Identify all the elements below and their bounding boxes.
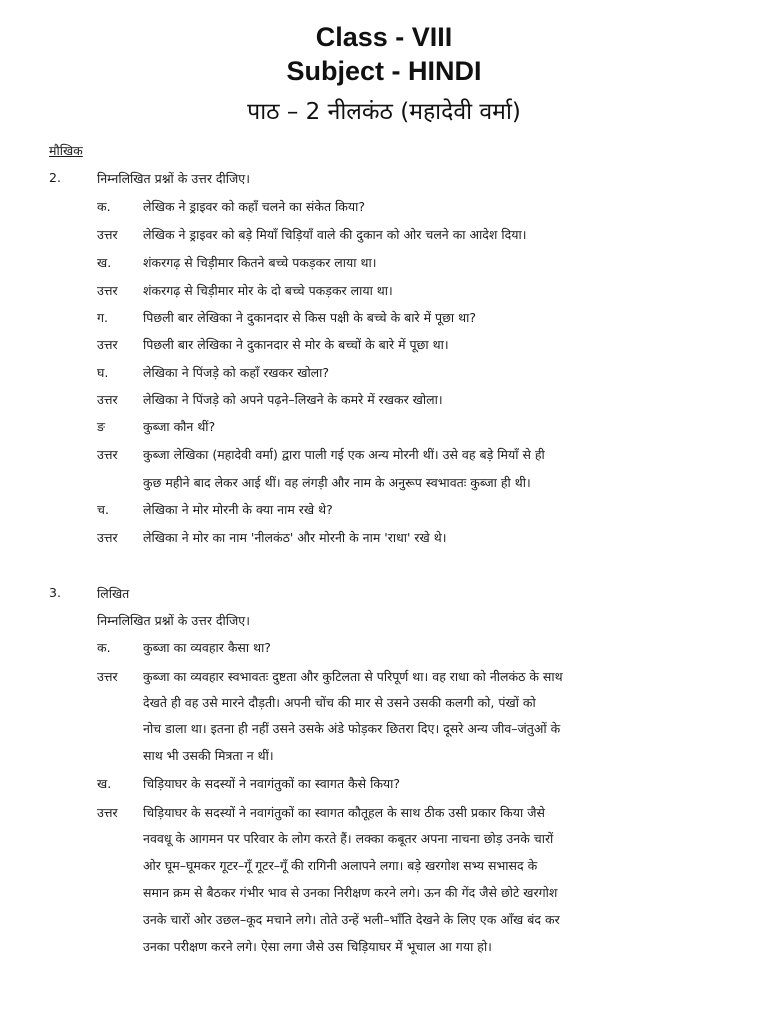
answer-text: लेखिक ने ड्राइवर को बड़े मियाँ चिड़ियाँ वाले की दुकान को ओर चलने का आदेश दिया। <box>143 227 527 242</box>
question-text: लेखिका ने पिंजड़े को कहाँ रखकर खोला? <box>143 365 330 380</box>
answer-label: उत्तर <box>97 447 118 462</box>
oral-instruction: निम्नलिखित प्रश्नों के उत्तर दीजिए। <box>97 171 250 186</box>
oral-heading: मौखिक <box>49 143 83 158</box>
lesson-title: पाठ – 2 नीलकंठ (महादेवी वर्मा) <box>247 99 521 125</box>
question-label: ख. <box>97 255 112 270</box>
question-label: च. <box>97 502 109 517</box>
answer-label: उत्तर <box>97 283 118 298</box>
question-text: पिछली बार लेखिका ने दुकानदार से किस पक्षी के बच्चे के बारे में पूछा था? <box>143 310 476 325</box>
answer-label: उत्तर <box>97 227 118 242</box>
answer-label: उत्तर <box>97 805 118 820</box>
answer-text: ओर घूम–घूमकर गूटर–गूँ गूटर–गूँ की रागिनी अलापने लगा। बड़े खरगोश सभ्य सभासद के <box>143 858 538 873</box>
answer-label: उत्तर <box>97 669 118 684</box>
answer-text: उनका परीक्षण करने लगे। ऐसा लगा जैसे उस चिड़ियाघर में भूचाल आ गया हो। <box>143 939 492 954</box>
answer-text: कुछ महीने बाद लेकर आई थीं। वह लंगड़ी और नाम के अनुरूप स्वभावतः कुब्जा ही थी। <box>143 475 531 490</box>
written-instruction: निम्नलिखित प्रश्नों के उत्तर दीजिए। <box>97 613 250 628</box>
question-label: ख. <box>97 776 112 791</box>
question-text: लेखिक ने ड्राइवर को कहाँ चलने का संकेत किया? <box>143 199 366 214</box>
oral-number: 2. <box>49 170 61 185</box>
question-text: कुब्जा का व्यवहार कैसा था? <box>143 640 271 655</box>
question-text: चिड़ियाघर के सदस्यों ने नवागंतुकों का स्वागत कैसे किया? <box>143 776 401 791</box>
class-title: Class - VIII <box>315 22 453 52</box>
question-text: शंकरगढ़ से चिड़ीमार कितने बच्चे पकड़कर लाया था। <box>143 255 377 270</box>
answer-text: साथ भी उसकी मित्रता न थीं। <box>143 748 274 763</box>
question-label: ग. <box>97 310 109 325</box>
answer-text: नोच डाला था। इतना ही नहीं उसने उसके अंडे फोड़कर छितरा दिए। दूसरे अन्य जीव–जंतुओं के <box>143 721 561 736</box>
question-label: ङ <box>97 419 105 434</box>
answer-text: उनके चारों ओर उछल–कूद मचाने लगे। तोते उन्हें भली–भाँति देखने के लिए एक आँख बंद कर <box>143 912 560 927</box>
answer-text: देखते ही वह उसे मारने दौड़ती। अपनी चोंच की मार से उसने उसकी कलगी को, पंखों को <box>143 695 536 710</box>
answer-label: उत्तर <box>97 530 118 545</box>
answer-text: चिड़ियाघर के सदस्यों ने नवागंतुकों का स्वागत कौतूहल के साथ ठीक उसी प्रकार किया जैसे <box>143 805 545 820</box>
question-label: क. <box>97 640 111 655</box>
question-text: लेखिका ने मोर मोरनी के क्या नाम रखे थे? <box>143 502 333 517</box>
answer-text: शंकरगढ़ से चिड़ीमार मोर के दो बच्चे पकड़कर लाया था। <box>143 283 393 298</box>
answer-text: लेखिका ने मोर का नाम 'नीलकंठ' और मोरनी के नाम 'राधा' रखे थे। <box>143 530 447 545</box>
question-label: क. <box>97 199 111 214</box>
answer-text: लेखिका ने पिंजड़े को अपने पढ़ने–लिखने के कमरे में रखकर खोला। <box>143 392 443 407</box>
answer-text: कुब्जा का व्यवहार स्वभावतः दुष्टता और कुटिलता से परिपूर्ण था। वह राधा को नीलकंठ के साथ <box>143 669 563 684</box>
answer-label: उत्तर <box>97 392 118 407</box>
answer-text: नववधू के आगमन पर परिवार के लोग करते हैं। लक्का कबूतर अपना नाचना छोड़ उनके चारों <box>143 831 554 846</box>
answer-label: उत्तर <box>97 337 118 352</box>
answer-text: कुब्जा लेखिका (महादेवी वर्मा) द्वारा पाली गई एक अन्य मोरनी थीं। उसे वह बड़े मियाँ से ही <box>143 447 545 462</box>
written-number: 3. <box>49 585 61 600</box>
question-text: कुब्जा कौन थीं? <box>143 419 216 434</box>
question-label: घ. <box>97 365 109 380</box>
written-heading: लिखित <box>97 586 130 601</box>
subject-title: Subject - HINDI <box>286 56 482 86</box>
answer-text: पिछली बार लेखिका ने दुकानदार से मोर के बच्चों के बारे में पूछा था। <box>143 337 449 352</box>
answer-text: समान क्रम से बैठकर गंभीर भाव से उनका निरीक्षण करने लगे। ऊन की गेंद जैसे छोटे खरगोश <box>143 885 558 900</box>
